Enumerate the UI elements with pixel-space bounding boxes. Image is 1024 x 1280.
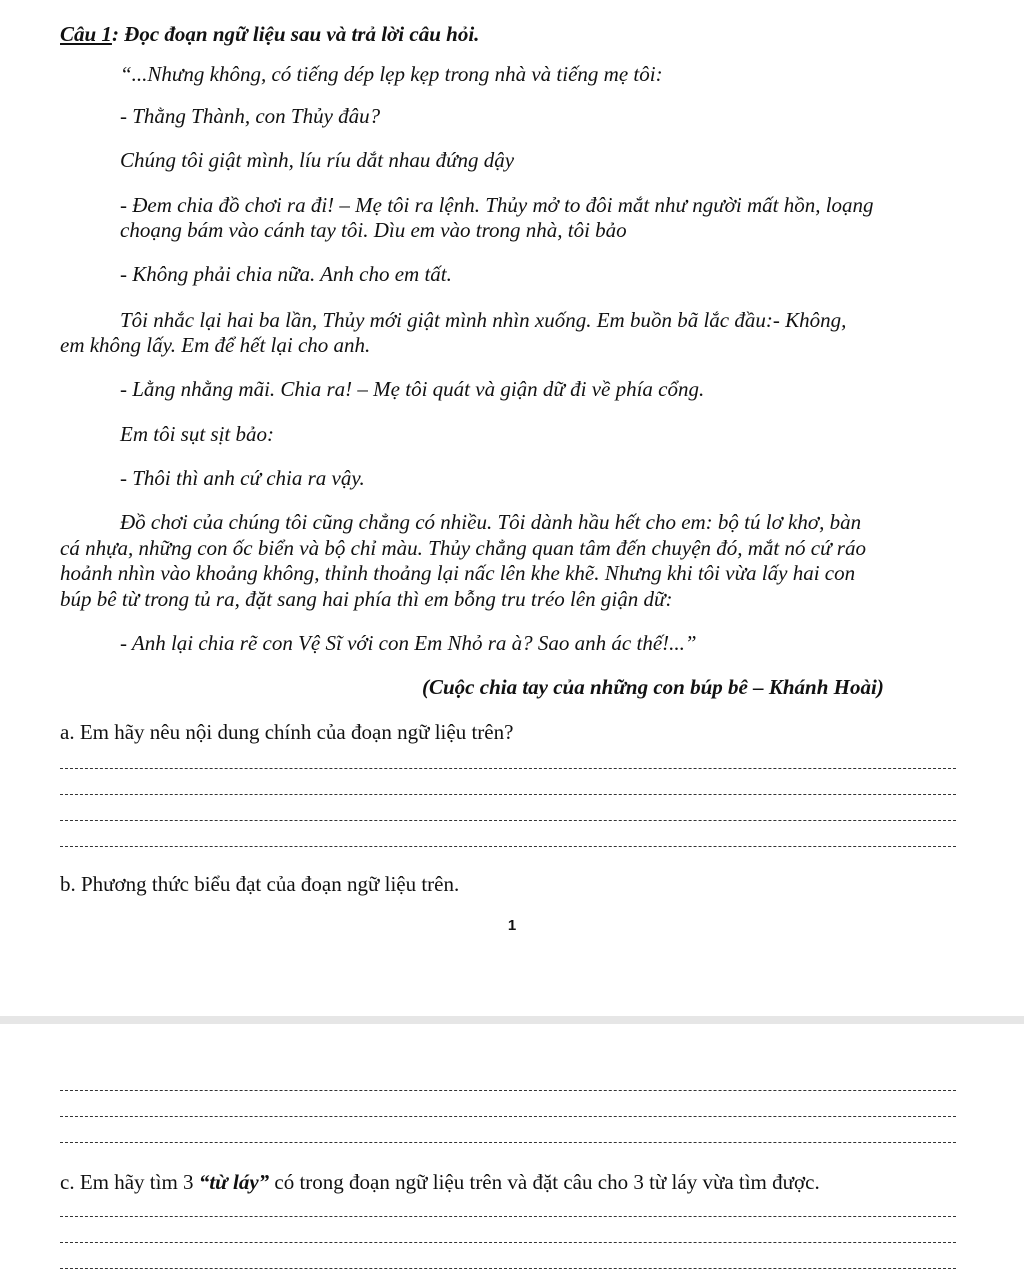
- question-c-emphasis: “từ láy”: [198, 1170, 270, 1194]
- passage-line: - Thôi thì anh cứ chia ra vậy.: [120, 466, 365, 490]
- answer-line[interactable]: [60, 846, 956, 847]
- passage-line: em không lấy. Em để hết lại cho anh.: [60, 333, 371, 357]
- question-b: b. Phương thức biểu đạt của đoạn ngữ liệu trên.: [60, 872, 460, 896]
- passage-line: - Thằng Thành, con Thủy đâu?: [120, 104, 381, 128]
- answer-line[interactable]: [60, 1142, 956, 1143]
- page-separator: [0, 1016, 1024, 1024]
- answer-line[interactable]: [60, 1216, 956, 1217]
- passage-line: hoảnh nhìn vào khoảng không, thỉnh thoảng lại nấc lên khe khẽ. Nhưng khi tôi vừa lấy hai con: [60, 561, 856, 585]
- passage-line: Em tôi sụt sịt bảo:: [120, 422, 275, 446]
- question-c: [60, 1170, 820, 1194]
- passage-line: choạng bám vào cánh tay tôi. Dìu em vào trong nhà, tôi bảo: [120, 218, 627, 242]
- document-page-2: [0, 1024, 1024, 1280]
- passage-line: - Không phải chia nữa. Anh cho em tất.: [120, 262, 452, 286]
- passage-line: Chúng tôi giật mình, líu ríu dắt nhau đứng dậy: [120, 148, 515, 172]
- answer-line[interactable]: [60, 1268, 956, 1269]
- passage-line: cá nhựa, những con ốc biển và bộ chỉ màu. Thủy chẳng quan tâm đến chuyện đó, mắt nó cứ ráo: [60, 536, 866, 560]
- answer-line[interactable]: [60, 1242, 956, 1243]
- answer-line[interactable]: [60, 1090, 956, 1091]
- question-1-prompt: : Đọc đoạn ngữ liệu sau và trả lời câu hỏi.: [111, 22, 480, 46]
- page-number: 1: [507, 917, 517, 934]
- answer-line[interactable]: [60, 820, 956, 821]
- answer-line[interactable]: [60, 1116, 956, 1117]
- question-c-rest: có trong đoạn ngữ liệu trên và đặt câu cho 3 từ láy vừa tìm được.: [269, 1170, 820, 1194]
- passage-line: - Lằng nhằng mãi. Chia ra! – Mẹ tôi quát và giận dữ đi về phía cổng.: [120, 377, 705, 401]
- question-a: a. Em hãy nêu nội dung chính của đoạn ngữ liệu trên?: [60, 720, 514, 744]
- passage-line: Tôi nhắc lại hai ba lần, Thủy mới giật mình nhìn xuống. Em buồn bã lắc đầu:- Không,: [120, 308, 847, 332]
- question-1-label: Câu 1: [60, 22, 112, 46]
- passage-line: - Đem chia đồ chơi ra đi! – Mẹ tôi ra lệnh. Thủy mở to đôi mắt như người mất hồn, loạng: [120, 193, 874, 217]
- passage-line: búp bê từ trong tủ ra, đặt sang hai phía thì em bỗng tru tréo lên giận dữ:: [60, 587, 673, 611]
- passage-source: (Cuộc chia tay của những con búp bê – Khánh Hoài): [422, 675, 884, 699]
- question-1-heading: [60, 22, 479, 46]
- passage-line: “...Nhưng không, có tiếng dép lẹp kẹp trong nhà và tiếng mẹ tôi:: [120, 62, 663, 86]
- passage-line: - Anh lại chia rẽ con Vệ Sĩ với con Em Nhỏ ra à? Sao anh ác thế!...”: [120, 631, 697, 655]
- question-c-intro: c. Em hãy tìm 3: [60, 1170, 199, 1194]
- answer-line[interactable]: [60, 768, 956, 769]
- answer-line[interactable]: [60, 794, 956, 795]
- passage-line: Đồ chơi của chúng tôi cũng chẳng có nhiều. Tôi dành hầu hết cho em: bộ tú lơ khơ, bàn: [120, 510, 862, 534]
